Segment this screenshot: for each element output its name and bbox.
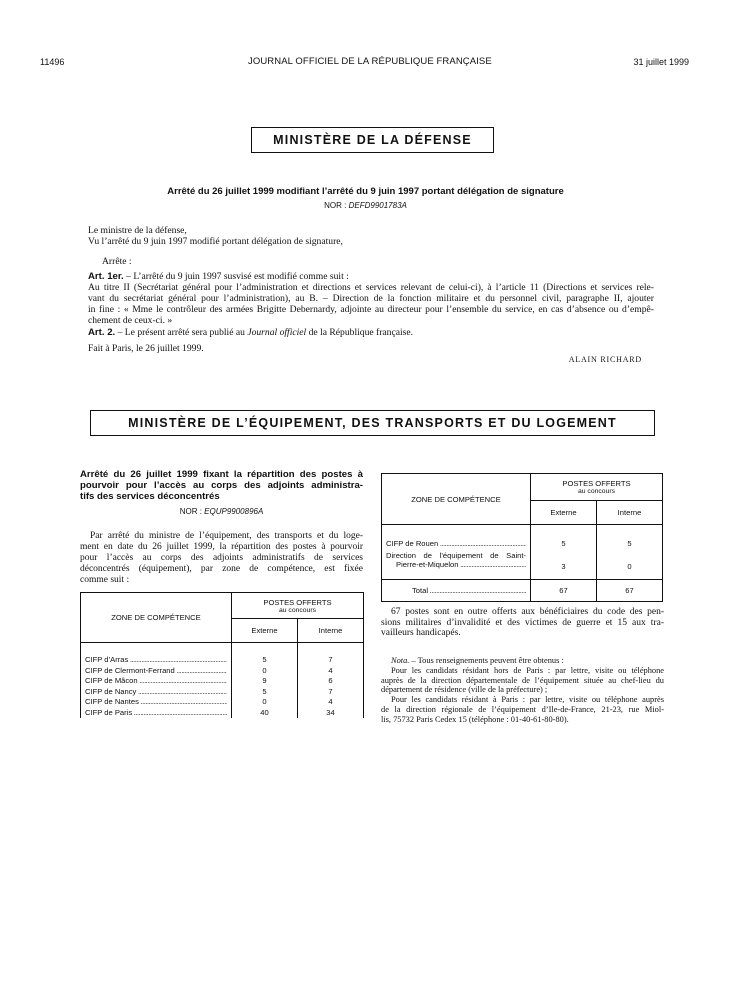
ministry-equipement-heading: MINISTÈRE DE L’ÉQUIPEMENT, DES TRANSPORTS ET DU LOGEMENT (90, 410, 655, 436)
header-zone: ZONE DE COMPÉTENCE (382, 474, 531, 525)
header-concours: au concours (278, 606, 317, 614)
note-line: de la direction régionale de l’équipement d’Ile-de-France, 21-23, rue Miol- (381, 704, 664, 714)
header-postes-title: POSTES OFFERTS (562, 479, 631, 488)
issue-date: 31 juillet 1999 (633, 57, 689, 67)
page-number: 11496 (40, 57, 65, 67)
paragraph-line: sions militaires d’invalidité et des victimes de guerre et 15 aux tra- (381, 617, 664, 628)
decree2-body-line: ment en date du 26 juillet 1999, la répartition des postes à pourvoir (80, 542, 363, 552)
note-line: département de résidence (ville de la préfecture) ; (381, 685, 548, 695)
zone-cell-cont: Pierre-et-Miquelon ..... (386, 560, 526, 569)
paragraph-line: 67 postes sont en outre offerts aux bénéficiaires du code des pen- (391, 607, 664, 617)
header-concours: au concours (577, 488, 616, 495)
header-postes-title: POSTES OFFERTS (263, 597, 332, 607)
externe-cell: 3 (531, 549, 597, 571)
total-interne: 67 (597, 580, 663, 602)
decree2-body-line: Par arrêté du ministre de l’équipement, des transports et du loge- (90, 531, 363, 541)
decree2-nor-label: NOR : (179, 507, 202, 516)
note-line: Pour les candidats résidant hors de Paris : par lettre, visite ou téléphone (391, 665, 664, 675)
zone-cell: CIFP de Nantes ..... (85, 697, 227, 706)
note-line: lis, 75732 Paris Cedex 15 (téléphone : 01-40-61-80-80). (381, 714, 569, 724)
decree1-fait: Fait à Paris, le 26 juillet 1999. (88, 343, 204, 354)
journal-title: JOURNAL OFFICIEL DE LA RÉPUBLIQUE FRANÇAISE (248, 56, 492, 67)
interne-cell: 4 (298, 697, 364, 708)
ministry-defense-heading: MINISTÈRE DE LA DÉFENSE (251, 127, 494, 153)
paragraph-line: vailleurs handicapés. (381, 628, 461, 638)
table-row (81, 676, 364, 687)
zone-cell: CIFP de Mâcon ..... (85, 676, 227, 685)
article2-text-b: de la République française. (306, 327, 414, 338)
header-zone: ZONE DE COMPÉTENCE (81, 593, 232, 643)
nota-label: Nota. (391, 656, 410, 665)
decree2-title-line: pourvoir pour l’accès au corps des adjoints administra- (80, 480, 363, 491)
decree1-title: Arrêté du 26 juillet 1999 modifiant l’arrêté du 9 juin 1997 portant délégation de signature (167, 186, 564, 197)
externe-cell: 0 (232, 697, 298, 708)
decree2-title-line: Arrêté du 26 juillet 1999 fixant la répartition des postes à (80, 469, 363, 480)
decree1-nor-code: DEFD9901783A (348, 201, 407, 210)
nota-intro (381, 656, 664, 666)
header-interne: Interne (298, 619, 364, 643)
interne-cell: 4 (298, 665, 364, 676)
table-row (382, 549, 663, 571)
externe-cell: 5 (232, 655, 298, 666)
interne-cell: 0 (597, 549, 663, 571)
zone-cell: Direction de l’équipement de Saint- (386, 550, 526, 560)
decree2-body (80, 531, 363, 586)
postes-table-right (381, 473, 663, 602)
nota-text: – Tous renseignements peuvent être obtenus : (409, 656, 564, 665)
article2-label: Art. 2. (88, 327, 116, 338)
total-row (382, 580, 663, 602)
decree2-nor-code: EQUP9900896A (204, 507, 264, 516)
externe-cell: 5 (232, 686, 298, 697)
decree1-para1: Le ministre de la défense, (88, 225, 187, 236)
zone-cell: CIFP de Clermont-Ferrand ..... (85, 666, 227, 675)
zone-cell: CIFP de Paris ..... (85, 708, 227, 717)
additional-posts-paragraph (381, 607, 664, 639)
article1-label: Art. 1er. (88, 271, 124, 282)
decree2-title-line: tifs des services déconcentrés (80, 491, 220, 502)
note-line: auprès de la direction départementale de l’équipement située au chef-lieu du (381, 675, 664, 685)
header-postes (531, 474, 663, 501)
externe-cell: 9 (232, 676, 298, 687)
decree1-article1 (88, 271, 349, 282)
table-row (382, 538, 663, 549)
zone-cell: CIFP d’Arras ..... (85, 655, 227, 664)
zone-cell: CIFP de Rouen ..... (386, 539, 526, 548)
table-row (81, 686, 364, 697)
article1-body-line: in fine : « Mme le contrôleur des armées Brigitte Debernardy, adjointe au directeur pour l’ensemble du service, en cas d’absence ou d’empê- (88, 304, 654, 315)
decree2-body-line: déconcentrés (équipement), par zone de compétence, est fixée (80, 564, 363, 574)
postes-table-left (80, 592, 364, 718)
total-label: Total ..... (412, 586, 526, 595)
interne-cell: 6 (298, 676, 364, 687)
decree2-body-line: pour l’accès au corps des adjoints administratifs de services (80, 553, 363, 563)
decree1-nor-label: NOR : (324, 201, 347, 210)
table-row (81, 707, 364, 718)
header-externe: Externe (232, 619, 298, 643)
decree1-arrete: Arrête : (102, 256, 132, 267)
note-line: Pour les candidats résidant à Paris : par lettre, visite ou téléphone auprès (391, 695, 664, 705)
decree2-title (80, 469, 363, 502)
article1-body-line: vant du secrétariat général pour l’administration), au B. – Direction de la fonction militaire et du personnel civil, paragraphe II, ajouter (88, 293, 654, 304)
interne-cell: 5 (597, 538, 663, 549)
interne-cell: 7 (298, 686, 364, 697)
externe-cell: 0 (232, 665, 298, 676)
decree1-nor (0, 201, 731, 210)
interne-cell: 7 (298, 655, 364, 666)
decree2-body-line: comme suit : (80, 575, 130, 585)
interne-cell: 34 (298, 707, 364, 718)
table-row (81, 697, 364, 708)
header-postes (232, 593, 364, 619)
decree1-para2: Vu l’arrêté du 9 juin 1997 modifié portant délégation de signature, (88, 236, 343, 247)
decree1-signature: ALAIN RICHARD (568, 355, 642, 364)
article1-body-line: Au titre II (Secrétariat général pour l’administration et directions et services relevant de celui-ci), à l’article 11 (Directions et services rele- (88, 282, 654, 293)
total-externe: 67 (531, 580, 597, 602)
decree1-article2 (88, 327, 413, 338)
table-row (81, 665, 364, 676)
decree2-nor (80, 507, 363, 516)
externe-cell: 5 (531, 538, 597, 549)
article1-body-line: chement de ceux-ci. » (88, 315, 173, 326)
header-interne: Interne (597, 501, 663, 525)
article1-text: – L’arrêté du 9 juin 1997 susvisé est modifié comme suit : (123, 271, 349, 282)
nota-block (381, 656, 664, 725)
table-row (81, 655, 364, 666)
header-externe: Externe (531, 501, 597, 525)
externe-cell: 40 (232, 707, 298, 718)
zone-cell: CIFP de Nancy ..... (85, 687, 227, 696)
article2-text-a: – Le présent arrêté sera publié au (115, 327, 248, 338)
article2-journal: Journal officiel (247, 327, 307, 338)
